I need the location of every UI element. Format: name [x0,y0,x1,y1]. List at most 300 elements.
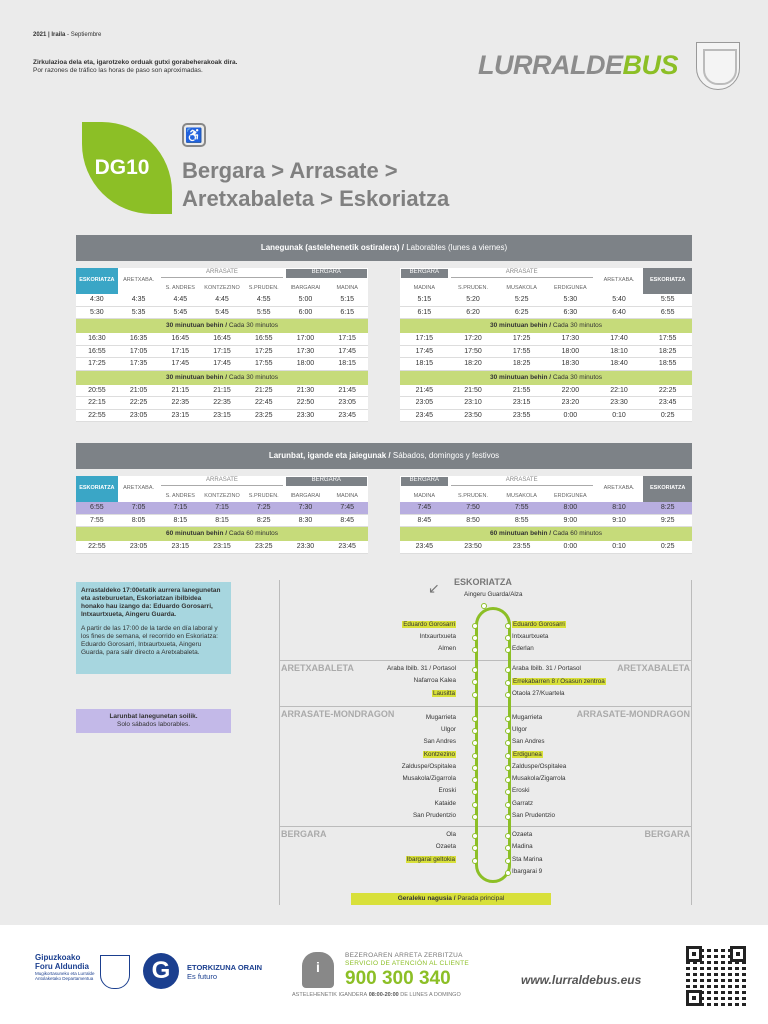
table-row [76,410,368,423]
time-cell: 21:25 [254,386,273,394]
time-cell: 23:05 [338,399,356,407]
table-row [400,333,692,346]
time-cell: 8:50 [466,516,480,524]
time-cell: 7:30 [298,504,313,512]
time-cell: 7:05 [131,504,146,512]
stop-dot-icon [472,692,478,698]
right-stop: Mugarrieta [512,714,543,721]
time-cell: 23:20 [561,399,580,407]
frequency-eu: 30 minutuan behin / [490,322,552,329]
stop-dot-icon [505,647,511,653]
time-cell: 8:30 [298,516,313,524]
stop-dot-icon [505,740,511,746]
group-arrasate: ARRASATE [161,477,282,486]
time-cell: 17:20 [464,335,482,343]
time-cell: 6:55 [660,308,675,316]
time-cell: 4:30 [90,296,104,304]
right-stop: Garratz [512,800,533,807]
frequency-eu: 30 minutuan behin / [490,373,552,381]
right-stop: Ozaeta [512,831,533,838]
table-row [76,358,368,371]
time-cell: 22:10 [610,386,628,394]
time-cell: 23:15 [213,543,231,551]
left-stop: Ozaeta [435,843,456,850]
time-cell: 22:00 [561,386,580,394]
time-cell: 5:25 [514,296,529,304]
time-cell: 23:15 [171,543,190,551]
time-cell: 17:00 [296,335,315,343]
weekend-return-table [400,476,692,554]
stop-dot-icon [472,858,478,864]
time-cell: 23:05 [129,411,148,419]
right-stop: Otaola 27/Kuartela [512,690,565,697]
time-cell: 5:35 [131,308,146,316]
stop-dot-icon [472,667,478,673]
right-stop: Ulgor [512,726,528,733]
qr-code-icon[interactable] [686,946,746,1006]
time-cell: 17:15 [171,347,190,355]
time-cell: 8:55 [514,516,529,524]
table-row [400,294,692,307]
stop-dot-icon [505,623,511,629]
time-cell: 17:15 [213,347,231,355]
time-cell: 23:30 [610,399,628,407]
stop-dot-icon [505,814,511,820]
weekday-outbound-table [76,268,368,422]
right-stop: Eduardo Gorosarri [513,621,565,628]
time-cell: 7:45 [417,504,432,512]
time-cell: 4:35 [131,296,146,304]
service-hours: ASTELEHENETIK IGANDERA 08:00-20:00 DE LUNES A DOMINGO [292,992,461,998]
table-row [400,346,692,359]
left-stop: Eroski [438,787,456,794]
stop-dot-icon [505,789,511,795]
stop-header: S.PRUDEN. [248,493,279,499]
time-cell: 6:30 [563,308,578,316]
group-arrasate: ARRASATE [161,269,282,278]
time-cell: 22:35 [171,399,190,407]
time-cell: 23:45 [658,399,677,407]
stop-header: MADINA [336,285,358,291]
time-cell: 9:10 [612,516,626,524]
time-cell: 18:40 [610,360,628,368]
time-cell: 23:15 [512,399,531,407]
time-cell: 7:15 [215,504,229,512]
frequency-es: Cada 60 minutos [227,530,278,537]
time-cell: 17:30 [296,347,315,355]
customer-service-icon: i [302,952,334,988]
time-cell: 17:25 [254,347,273,355]
left-stop: Kontzezino [423,751,455,758]
time-cell: 23:05 [129,543,148,551]
group-arrasate: ARRASATE [451,477,593,486]
time-cell: 23:45 [415,411,434,419]
time-cell: 23:25 [254,543,273,551]
frequency-row [400,371,692,385]
time-cell: 16:55 [88,347,106,355]
time-cell: 17:55 [658,335,677,343]
time-cell: 5:55 [256,308,271,316]
table-row [400,515,692,528]
time-cell: 4:45 [173,296,188,304]
frequency-es: Cada 30 minutos [551,373,602,381]
stop-header: ESKORIATZA [643,268,692,294]
time-cell: 8:45 [340,516,354,524]
time-cell: 23:15 [213,411,231,419]
time-cell: 22:55 [88,411,106,419]
time-cell: 4:45 [215,296,229,304]
time-cell: 23:50 [464,543,482,551]
frequency-eu: 60 minutuan behin / [490,530,552,537]
time-cell: 21:15 [213,386,231,394]
left-stop: Almen [438,645,456,652]
time-cell: 17:45 [213,360,231,368]
right-stop: Ederlan [512,645,534,652]
time-cell: 7:45 [340,504,354,512]
map-top-stop: Aingeru Guarda/Alza [464,591,523,598]
left-stop: Zalduspe/Ospitalea [401,763,456,770]
table-row [76,333,368,346]
stop-dot-icon [472,635,478,641]
stop-dot-icon [505,667,511,673]
stop-dot-icon [505,753,511,759]
stop-dot-icon [505,716,511,722]
right-stop: Araba Ibilb. 31 / Portasol [512,665,581,672]
service-label-es: SERVICIO DE ATENCIÓN AL CLIENTE [345,960,470,967]
stop-header: S. ANDRES [165,285,195,291]
time-cell: 16:45 [171,335,190,343]
time-cell: 8:25 [256,516,271,524]
frequency-eu: 30 minutuan behin / [166,322,228,329]
time-cell: 21:55 [512,386,531,394]
stop-dot-icon [472,777,478,783]
stop-header: KONTZEZINO [204,285,240,291]
group-bergara: BERGARA [286,477,367,486]
time-cell: 18:55 [658,360,677,368]
right-stop: Errekabarren 8 / Osasun zentroa [513,678,605,685]
stop-dot-icon [472,647,478,653]
frequency-es: Cada 60 minutos [551,530,602,537]
time-cell: 0:00 [563,411,578,419]
time-cell: 0:25 [660,543,675,551]
stop-dot-icon [472,716,478,722]
stop-header: ESKORIATZA [643,476,692,502]
service-label-eu: BEZEROAREN ARRETA ZERBITZUA [345,952,463,959]
left-stop: Araba Ibilb. 31 / Portasol [387,665,456,672]
stop-dot-icon [472,753,478,759]
left-stop: Nafarroa Kalea [413,677,456,684]
time-cell: 8:05 [131,516,146,524]
time-cell: 18:00 [296,360,315,368]
time-cell: 18:15 [415,360,434,368]
frequency-row [76,527,368,541]
stop-header: S.PRUDEN. [458,285,488,291]
time-cell: 16:55 [254,335,273,343]
time-cell: 23:10 [464,399,482,407]
table-row [76,346,368,359]
table-row [76,294,368,307]
stop-dot-icon [472,679,478,685]
frequency-eu: 60 minutuan behin / [166,530,228,537]
time-cell: 22:55 [88,543,106,551]
lurraldebus-logo: LURRALDEBUS [478,50,679,80]
time-cell: 5:20 [466,296,480,304]
line-code: DG10 [94,156,150,179]
time-cell: 17:40 [610,335,628,343]
right-stop: Eroski [512,787,530,794]
table-row [400,385,692,398]
time-cell: 17:50 [464,347,482,355]
time-cell: 18:00 [561,347,580,355]
stop-dot-icon [505,802,511,808]
stop-header: S.PRUDEN. [458,493,488,499]
evening-route-note: Arrastaldeko 17:00etatik aurrera lanegunetan eta asteburuetan, Eskoriatzan ibilbidea honako hau izango da: Eduardo Gorosarri, Intxaurtxueta, Aingeru Guarda. A partir de las 17:00 de la tarde en día laboral y los fines de semana, el recorrido en Eskoriatza: Eduardo Gorosarri, Intxaurtxueta, Aingeru Guarda, para salir directo a Aretxabaleta. [76,582,231,674]
stop-header: MADINA [413,493,436,499]
stop-dot-icon [472,814,478,820]
stop-dot-icon [505,870,511,876]
stop-header: MUSAKOLA [506,493,537,499]
stop-dot-icon [505,728,511,734]
time-cell: 21:30 [296,386,315,394]
outbound-header [76,476,368,502]
outbound-header [76,268,368,294]
time-cell: 23:30 [296,411,315,419]
time-cell: 7:25 [256,504,271,512]
stop-dot-icon [505,845,511,851]
left-stop: Eduardo Gorosarri [403,621,455,628]
left-stop: Intxaurtxueta [419,633,456,640]
time-cell: 20:55 [88,386,106,394]
stop-header: ARETXABA. [123,276,155,283]
time-cell: 5:40 [612,296,626,304]
right-stop: Ibargarai 9 [512,868,543,875]
stop-header: ARETXABA. [123,484,155,491]
time-cell: 21:45 [338,386,356,394]
table-row [76,541,368,554]
stop-dot-icon [472,802,478,808]
website-link[interactable]: www.lurraldebus.eus [521,973,642,987]
right-stop: Zalduspe/Ospitalea [512,763,567,770]
time-cell: 17:45 [338,347,356,355]
stop-header: ESKORIATZA [76,476,118,502]
time-cell: 23:30 [296,543,315,551]
gipuzkoa-foru-logo: Gipuzkoako Foru Aldundia Mugikortasuneko eta Lurralde Antolaketako Departamentua [35,953,95,981]
time-cell: 17:15 [415,335,434,343]
stop-dot-icon [505,765,511,771]
table-row [400,410,692,423]
time-cell: 8:15 [215,516,229,524]
time-cell: 8:15 [173,516,188,524]
weekend-outbound-table [76,476,368,554]
stop-dot-icon [472,789,478,795]
map-top-town: ESKORIATZA [454,577,512,587]
time-cell: 23:50 [464,411,482,419]
time-cell: 17:15 [338,335,356,343]
time-cell: 6:25 [514,308,529,316]
stop-dot-icon [481,603,487,609]
time-cell: 22:35 [213,399,231,407]
time-cell: 5:45 [173,308,188,316]
stop-dot-icon [472,623,478,629]
stop-header: MADINA [336,493,358,499]
time-cell: 6:40 [612,308,626,316]
time-cell: 21:50 [464,386,482,394]
group-bergara: BERGARA [401,477,448,486]
time-cell: 21:45 [415,386,434,394]
time-cell: 7:50 [466,504,480,512]
zone-bergara: BERGARA BERGARA [279,826,692,886]
time-cell: 0:00 [563,543,578,551]
stop-dot-icon [472,845,478,851]
time-cell: 23:55 [512,411,531,419]
stop-dot-icon [472,728,478,734]
frequency-row [76,371,368,385]
time-cell: 18:15 [338,360,356,368]
time-cell: 17:35 [129,360,148,368]
time-cell: 17:45 [171,360,190,368]
time-cell: 18:25 [512,360,531,368]
left-stop: San Andres [423,738,456,745]
table-row [76,515,368,528]
table-row [400,502,692,515]
gipuzkoa-shield-icon [696,42,740,90]
time-cell: 0:10 [612,411,626,419]
stop-header: ERDIGUNEA [554,493,587,499]
return-header [400,476,692,502]
time-cell: 23:45 [338,411,356,419]
time-cell: 23:45 [338,543,356,551]
right-stop: Musakola/Zigarrola [512,775,566,782]
zone-aretxabaleta: ARETXABALETA ARETXABALETA [279,660,692,704]
table-row [76,307,368,320]
time-cell: 21:05 [129,386,148,394]
time-cell: 23:55 [512,543,531,551]
group-arrasate: ARRASATE [451,269,593,278]
right-stop: Madina [512,843,533,850]
time-cell: 21:15 [171,386,190,394]
right-stop: San Prudentzio [512,812,556,819]
time-cell: 18:25 [658,347,677,355]
edition-date: 2021 | Iraila - Septiembre [33,32,102,38]
time-cell: 6:20 [466,308,480,316]
stop-dot-icon [505,858,511,864]
time-cell: 5:45 [215,308,229,316]
left-stop: Ulgor [440,726,456,733]
stop-header: MADINA [413,285,436,291]
stop-header: KONTZEZINO [204,493,240,499]
table-row [76,385,368,398]
time-cell: 4:55 [256,296,271,304]
time-cell: 7:15 [173,504,188,512]
table-row [76,397,368,410]
frequency-eu: 30 minutuan behin / [166,373,228,381]
time-cell: 17:25 [88,360,106,368]
left-stop: San Prudentzio [412,812,456,819]
stop-dot-icon [472,740,478,746]
time-cell: 17:55 [254,360,273,368]
stop-header: S. ANDRES [165,493,195,499]
table-row [400,307,692,320]
weekday-return-table [400,268,692,422]
stop-header: IBARGARAI [290,285,321,291]
zone-arrasate: ARRASATE-MONDRAGON ARRASATE-MONDRAGON [279,706,692,824]
table-row [400,541,692,554]
left-stop: Ibargarai geltokia [406,856,455,863]
route-title-2: Aretxabaleta > Eskoriatza [182,186,450,211]
time-cell: 16:35 [129,335,148,343]
time-cell: 8:25 [660,504,675,512]
time-cell: 23:45 [415,543,434,551]
time-cell: 5:55 [660,296,675,304]
time-cell: 17:25 [512,335,531,343]
time-cell: 6:15 [340,308,354,316]
time-cell: 22:45 [254,399,273,407]
right-stop: San Andres [512,738,545,745]
time-cell: 8:00 [563,504,578,512]
stop-header: S.PRUDEN. [248,285,279,291]
time-cell: 6:15 [417,308,432,316]
phone-number[interactable]: 900 300 340 [345,968,451,989]
stop-header: MUSAKOLA [506,285,537,291]
right-stop: Intxaurtxueta [512,633,549,640]
time-cell: 7:55 [90,516,104,524]
time-cell: 0:10 [612,543,626,551]
g-logo-icon: G [143,953,179,989]
time-cell: 7:55 [514,504,529,512]
table-row [76,502,368,515]
time-cell: 5:15 [417,296,432,304]
time-cell: 23:25 [254,411,273,419]
time-cell: 6:55 [90,504,104,512]
time-cell: 22:15 [88,399,106,407]
time-cell: 18:20 [464,360,482,368]
stop-header: ERDIGUNEA [554,285,587,291]
stop-dot-icon [505,833,511,839]
arrow-icon: ↙ [428,580,440,596]
foru-shield-icon [100,955,130,989]
time-cell: 18:10 [610,347,628,355]
time-cell: 23:05 [415,399,434,407]
time-cell: 16:45 [213,335,231,343]
table-row [400,358,692,371]
time-cell: 5:30 [563,296,578,304]
time-cell: 9:00 [563,516,578,524]
time-cell: 8:10 [612,504,626,512]
route-title-1: Bergara > Arrasate > [182,158,398,183]
main-stop-legend: Geraleku nagusia / Parada principal [351,893,551,905]
return-header [400,268,692,294]
time-cell: 17:45 [415,347,434,355]
time-cell: 0:25 [660,411,675,419]
time-cell: 5:15 [340,296,354,304]
time-cell: 6:00 [298,308,313,316]
frequency-es: Cada 30 minutos [227,373,278,381]
time-cell: 17:05 [129,347,148,355]
stop-header: ARETXABA. [603,484,635,491]
frequency-row [76,319,368,333]
stop-dot-icon [505,680,511,686]
frequency-es: Cada 30 minutos [227,322,278,329]
group-bergara: BERGARA [286,269,367,278]
time-cell: 5:00 [298,296,313,304]
stop-dot-icon [505,692,511,698]
left-stop: Lausitta [432,690,455,697]
saturday-note: Larunbat lanegunetan soilik. Solo sábados laborables. [76,709,231,733]
time-cell: 22:50 [296,399,315,407]
left-stop: Ola [446,831,456,838]
time-cell: 5:30 [90,308,104,316]
right-stop: Sta Marina [512,856,543,863]
